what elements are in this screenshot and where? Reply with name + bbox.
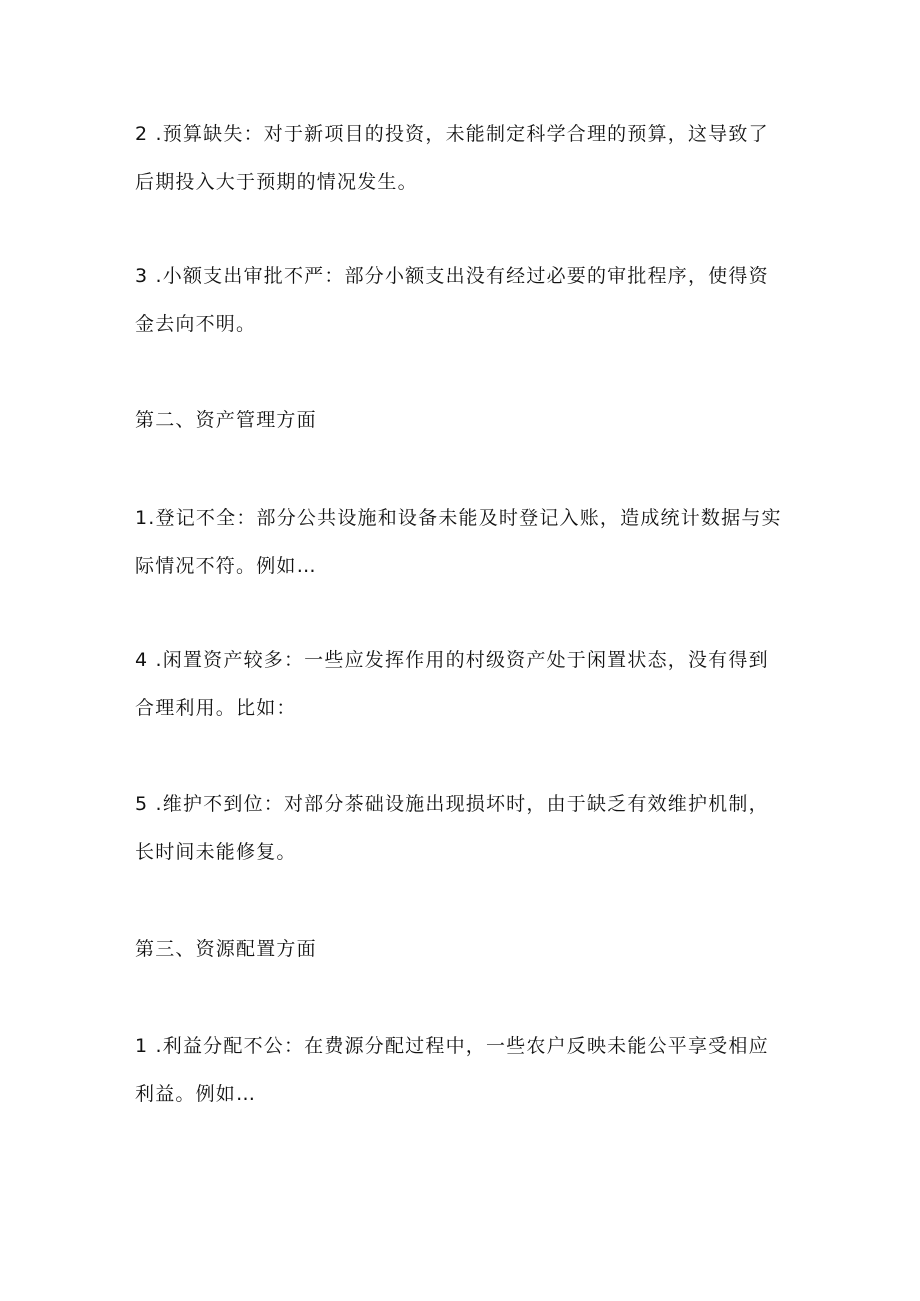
paragraph-line: 1.登记不全：部分公共设施和设备未能及时登记入账，造成统计数据与实	[135, 507, 782, 529]
paragraph-line: 2 .预算缺失：对于新项目的投资，未能制定科学合理的预算，这导致了	[135, 123, 769, 145]
paragraph-line: 5 .维护不到位：对部分茶础设施出现损坏时，由于缺乏有效维护机制，	[135, 793, 769, 815]
paragraph-line: 利益。例如…	[135, 1083, 257, 1105]
section-heading-asset-management	[135, 396, 775, 444]
paragraph-small-expense-approval	[135, 252, 775, 348]
paragraph-line: 后期投入大于预期的情况发生。	[135, 171, 418, 193]
paragraph-line: 际情况不符。例如…	[135, 555, 317, 577]
paragraph-line: 3 .小额支出审批不严：部分小额支出没有经过必要的审批程序，使得资	[135, 265, 769, 287]
paragraph-maintenance	[135, 780, 775, 876]
heading-line: 第二、资产管理方面	[135, 409, 317, 431]
paragraph-line: 长时间未能修复。	[135, 841, 297, 863]
paragraph-idle-assets	[135, 636, 775, 732]
paragraph-line: 1 .利益分配不公：在费源分配过程中，一些农户反映未能公平享受相应	[135, 1035, 769, 1057]
paragraph-benefit-distribution	[135, 1022, 775, 1118]
paragraph-budget-missing	[135, 110, 775, 206]
section-heading-resource-allocation	[135, 925, 775, 973]
paragraph-line: 合理利用。比如：	[135, 697, 297, 719]
heading-line: 第三、资源配置方面	[135, 938, 317, 960]
paragraph-line: 4 .闲置资产较多：一些应发挥作用的村级资产处于闲置状态，没有得到	[135, 649, 769, 671]
paragraph-line: 金去向不明。	[135, 313, 257, 335]
paragraph-incomplete-registration	[135, 494, 782, 590]
